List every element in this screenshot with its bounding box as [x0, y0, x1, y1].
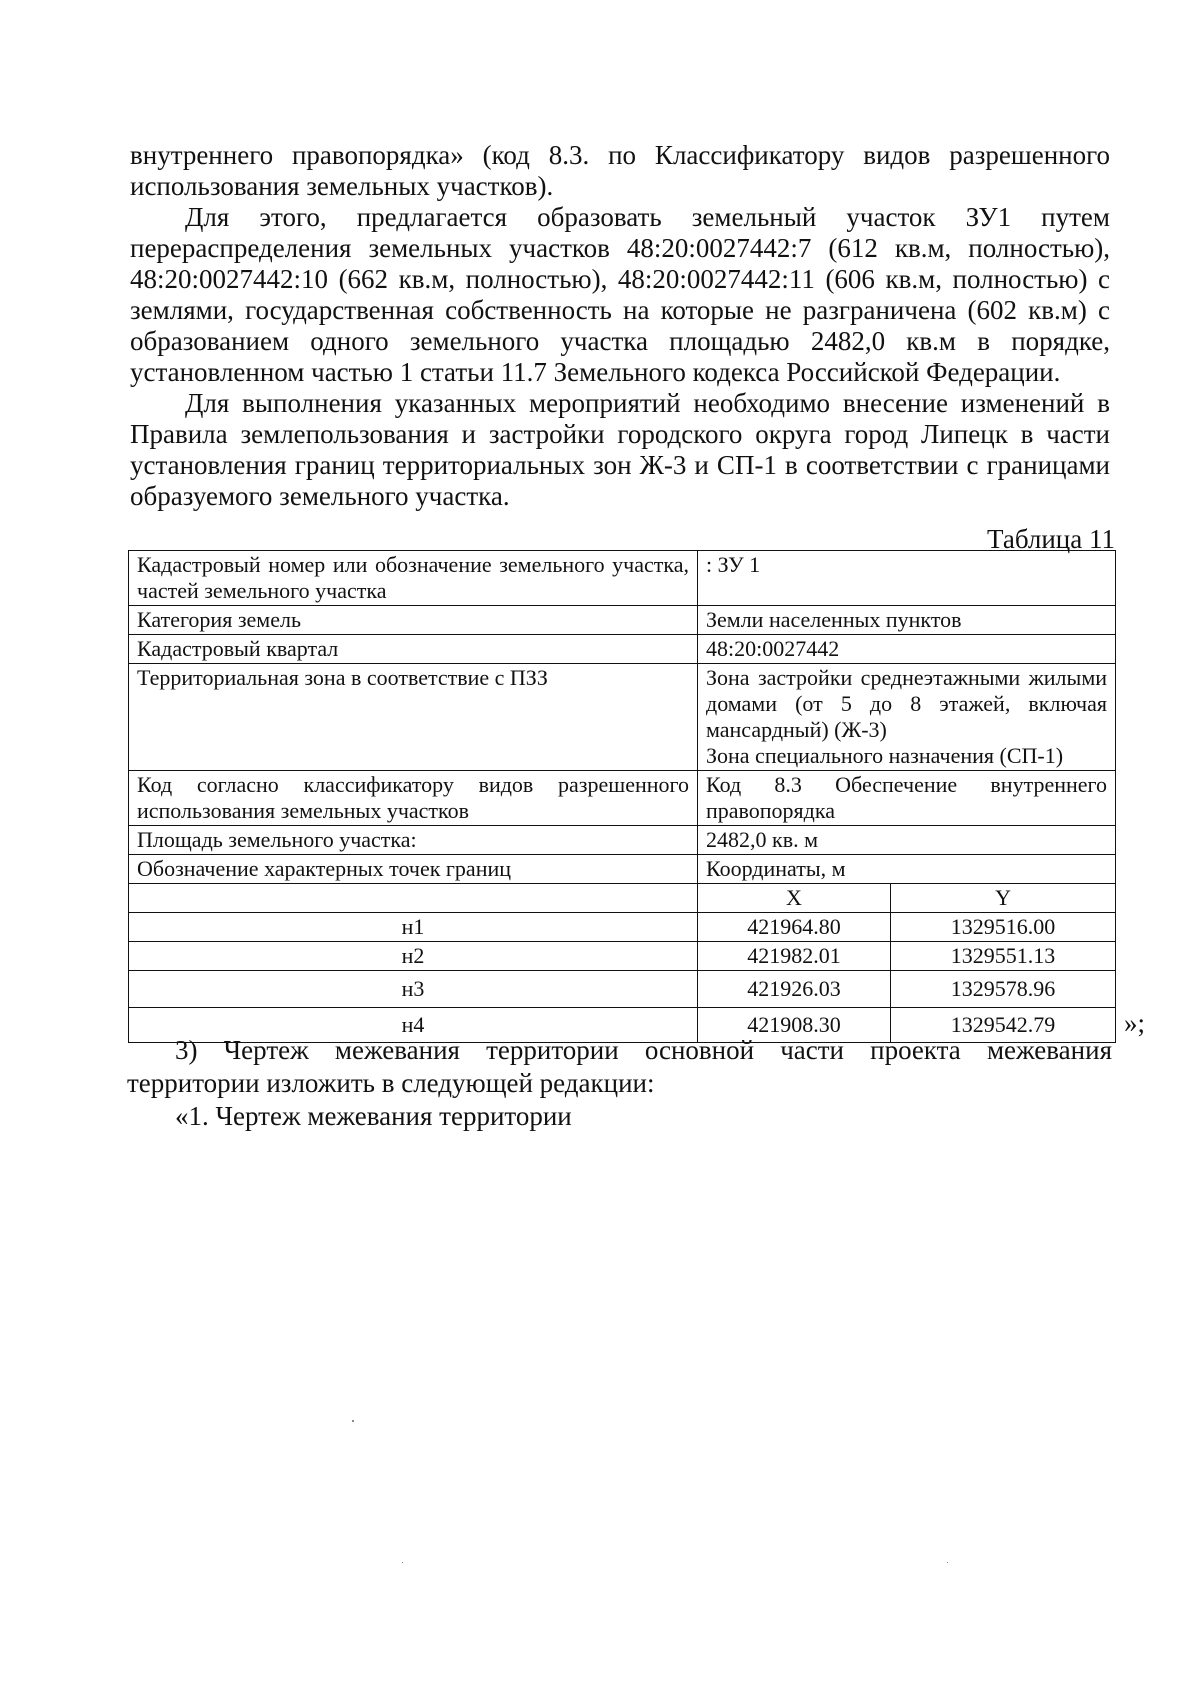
row-value [698, 664, 1116, 771]
row-label: Кадастровый квартал [129, 635, 698, 664]
point-y: 1329578.96 [891, 971, 1116, 1008]
row-label: Обозначение характерных точек границ [129, 855, 698, 884]
table-row [129, 771, 1116, 826]
zone-sp1: Зона специального назначения (СП-1) [706, 743, 1064, 768]
scan-speck [402, 1562, 403, 1563]
row-label: Кадастровый номер или обозначение земельного участка, частей земельного участка [129, 551, 698, 606]
point-y: 1329542.79 [891, 1008, 1116, 1043]
row-value: 48:20:0027442 [698, 635, 1116, 664]
amendment-text [127, 1034, 1112, 1133]
paragraph-amendment-3: 3) Чертеж межевания территории основной части проекта межевания территории изложить в следующей редакции: [127, 1035, 1112, 1098]
point-x: 421982.01 [698, 942, 891, 971]
point-x: 421908.30 [698, 1008, 891, 1043]
table-row [129, 826, 1116, 855]
row-value: : ЗУ 1 [698, 551, 1116, 606]
empty-cell [129, 884, 698, 913]
point-y: 1329551.13 [891, 942, 1116, 971]
table-row [129, 635, 1116, 664]
scan-speck [947, 1562, 948, 1563]
point-name: н3 [129, 971, 698, 1008]
row-value: Земли населенных пунктов [698, 606, 1116, 635]
point-row [129, 971, 1116, 1008]
table-row [129, 664, 1116, 771]
point-name: н1 [129, 913, 698, 942]
row-label: Код согласно классификатору видов разрешенного использования земельных участков [129, 771, 698, 826]
zone-zh3: Зона застройки среднеэтажными жилыми домами (от 5 до 8 этажей, включая мансардный) (Ж-3) [706, 665, 1108, 742]
scan-speck [352, 1420, 354, 1422]
point-y: 1329516.00 [891, 913, 1116, 942]
row-label: Категория земель [129, 606, 698, 635]
point-x: 421926.03 [698, 971, 891, 1008]
table-row [129, 551, 1116, 606]
point-name: н2 [129, 942, 698, 971]
row-label: Площадь земельного участка: [129, 826, 698, 855]
point-x: 421964.80 [698, 913, 891, 942]
point-row [129, 942, 1116, 971]
intro-text [130, 140, 1110, 512]
coord-header-row [129, 884, 1116, 913]
cadastral-table [128, 550, 1116, 1043]
row-value: Координаты, м [698, 855, 1116, 884]
closing-quote: »; [1124, 1008, 1146, 1038]
paragraph-redistribution: Для этого, предлагается образовать земельный участок ЗУ1 путем перераспределения земельных участков 48:20:0027442:7 (612 кв.м, полностью), 48:20:0027442:10 (662 кв.м, полностью), 48:20:0027442:11 (606 кв.м, полностью) с землями, государственная собственность на которые не разграничена (602 кв.м) с образованием одного земельного участка площадью 2482,0 кв.м в порядке, установленном частью 1 статьи 11.7 Земельного кодекса Российской Федерации. [130, 202, 1110, 387]
table-row [129, 606, 1116, 635]
row-label: Территориальная зона в соответствие с ПЗЗ [129, 664, 698, 771]
coord-header-x: X [698, 884, 891, 913]
paragraph-continuation: внутреннего правопорядка» (код 8.3. по Классификатору видов разрешенного использования земельных участков). [130, 140, 1110, 201]
row-value: Код 8.3 Обеспечение внутреннего правопорядка [698, 771, 1116, 826]
coord-header-y: Y [891, 884, 1116, 913]
point-name: н4 [129, 1008, 698, 1043]
table-caption: Таблица 11 [987, 524, 1115, 554]
point-row [129, 913, 1116, 942]
paragraph-zoning-changes: Для выполнения указанных мероприятий необходимо внесение изменений в Правила землепользования и застройки городского округа город Липецк в части установления границ территориальных зон Ж-3 и СП-1 в соответствии с границами образуемого земельного участка. [130, 388, 1110, 511]
paragraph-drawing-title: «1. Чертеж межевания территории [175, 1101, 572, 1131]
table-row [129, 855, 1116, 884]
row-value: 2482,0 кв. м [698, 826, 1116, 855]
